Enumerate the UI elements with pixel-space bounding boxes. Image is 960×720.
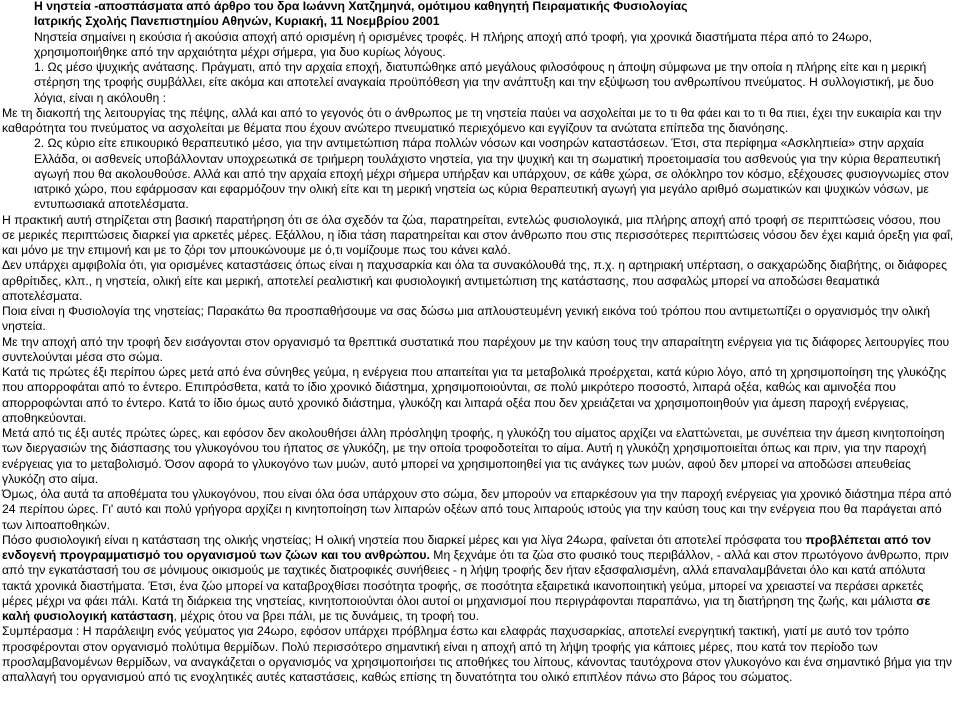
paragraph-natural-fasting — [2, 533, 956, 625]
natural-fasting-text-middle: Μη ξεχνάμε ότι τα ζώα στο φυσικό τους περιβάλλον, - αλλά και στον πρωτόγονο άνθρωπο, πριν από την εγκατάστασή του σε μόνιμους οικισμούς με ταχτικές διατροφικές συνήθειες - η λήψη τροφής δεν ήταν εξασφαλισμένη, αλλά επαναλαμβάνεται όλο και κατά απόλυτα τακτά χρονικά διαστήματα. Έτσι, ένα ζώο μπορεί να καταβροχθίσει ποσότητα τροφής, σε ποσότητα εξαιρετικά ικανοποιητική γεύμα, μπορεί να χρειαστεί να περάσει αρκετές μέρες μέχρι να φάει πάλι. Κατά τη διάρκεια της νηστείας, κινητοποιούνται όλοι αυτοί οι μηχανισμοί που περιγράφονται παραπάνω, για τη διατήρηση της ζωής, και μάλιστα — [2, 548, 949, 608]
paragraph-after-six-hours: Μετά από τις έξι αυτές πρώτες ώρες, και εφόσον δεν ακολουθήσει άλλη πρόσληψη τροφής, η γλυκόζη του αίματος αρχίζει να ελαττώνεται, με συνέπεια την άμεση κινητοποίηση των διεργασιών της διάσπασης του γλυκογόνου του ήπατος σε γλυκόζη, με την οποία τροφοδοτείται το αίμα. Αυτή η γλυκόζη χρησιμοποιείται όπως και πριν, για την παροχή ενέργειας για το μεταβολισμό. Όσον αφορά το γλυκογόνο των μυών, αυτό μπορεί να χρησιμοποιηθεί για τις ανάγκες των μυών, αφού δεν μπορεί να αποδώσει απευθείας γλυκόζη στο αίμα. — [2, 426, 945, 486]
paragraph-first-hours: Κατά τις πρώτες έξι περίπου ώρες μετά από ένα σύνηθες γεύμα, η ενέργεια που απαιτείται για τα μεταβολικά προέρχεται, κατά κύριο λόγο, από τη χρησιμοποίηση της γλυκόζης που απορροφάται από το έντερο. Επιπρόσθετα, κατά το ίδιο χρονικό διάστημα, χρησιμοποιούνται, σε πολύ μικρότερο ποσοστό, λιπαρά οξέα, καθώς και αμινοξέα που απορροφώνται από το έντερο. Κατά το ίδιο όμως αυτό χρονικό διάστημα, γλυκόζη και λιπαρά οξέα που δεν χρειάζεται να χρησιμοποιηθούν για άμεση παροχή ενέργειας, αποθηκεύονται. — [2, 365, 947, 425]
natural-fasting-emphasis-2: σε καλή φυσιολογική κατάσταση — [2, 593, 931, 623]
paragraph-therapeutic: 2. Ως κύριο είτε επικουρικό θεραπευτικό μέσο, για την αντιμετώπιση πάρα πολλών νόσων και νοσηρών καταστάσεων. Έτσι, στα περίφημα «Ασκληπιεία» στην αρχαία Ελλάδα, οι ασθενείς υποβάλλονταν υποχρεωτικά σε τριήμερη τουλάχιστο νηστεία, για την ψυχική και τη σωματική προετοιμασία του ασθενούς για την κύρια θεραπευτική αγωγή που θα ακολουθούσε. Αλλά και από την αρχαία εποχή μέχρι σήμερα υπήρξαν και υπάρχουν, σε κάθε χώρα, σε ολόκληρο τον κόσμο, εξέχουσες φυσιογνωμίες στον ιατρικό χώρο, που εφάρμοσαν και εφαρμόζουν την ολική είτε και τη μερική νηστεία ως κύρια θεραπευτική αγωγή για μεγάλο αριθμό σωματικών και ψυχικών νόσων, με εντυπωσιακά αποτελέσματα. — [34, 136, 949, 212]
paragraph-digestion: Με τη διακοπή της λειτουργίας της πέψης, αλλά και από το γεγονός ότι ο άνθρωπος με τη νηστεία παύει να ασχολείται με το τι θα φάει και το τι θα πιει, έχει την ευκαιρία και την καθαρότητα του πνεύματος να ασχολείται με θέματα που έχουν ανώτερο πνευματικό περιεχόμενο και εγγίζουν τα ανώτατα επίπεδα της διανόησης. — [2, 105, 942, 135]
paragraph-energy: Με την αποχή από την τροφή δεν εισάγονται στον οργανισμό τα θρεπτικά συστατικά που παρέχουν με την καύση τους την απαραίτητη ενέργεια για τις διάφορες λειτουργίες που συντελούνται μέσα στο σώμα. — [2, 334, 950, 364]
paragraph-glycogen-reserves: Όμως, όλα αυτά τα αποθέματα του γλυκογόνου, που είναι όλα όσα υπάρχουν στο σώμα, δεν μπορούν να επαρκέσουν για την παροχή ενέργειας για χρονικό διάστημα πέρα από 24 περίπου ώρες. Γι' αυτό και πολύ γρήγορα αρχίζει η κινητοποίηση των λιπαρών οξέων από τους λιπαρούς ιστούς για την καύση τους και την ενέργεια που θα παράγεται από των λιποαποθηκών. — [2, 487, 952, 532]
natural-fasting-text-end: , μέχρις ότου να βρει πάλι, με τις δυνάμεις, τη τροφή του. — [173, 609, 480, 623]
natural-fasting-emphasis: προβλέπεται από τον ενδογενή προγραμματισμό του οργανισμού των ζώων και του ανθρώπου. — [2, 532, 931, 562]
paragraph-animals-observation: Η πρακτική αυτή στηρίζεται στη βασική παρατήρηση ότι σε όλα σχεδόν τα ζώα, παρατηρείται, εντελώς φυσιολογικά, μια πλήρης αποχή από τροφή σε περιπτώσεις νόσου, που σε μερικές περιπτώσεις διαρκεί για αρκετές μέρες. Εξάλλου, η ίδια τάση παρατηρείται και στον άνθρωπο που στις περισσότερες περιπτώσεις νόσου δεν έχει καμιά όρεξη για φαΐ, και μόνο με την επιμονή και με το ζόρι τον μπουκώνουμε με ό,τι νομίζουμε πως του κάνει καλό. — [2, 212, 954, 257]
document-body — [2, 0, 956, 685]
paragraph-physiology-question: Ποια είναι η Φυσιολογία της νηστείας; Παρακάτω θα προσπαθήσουμε να σας δώσω μια απλουστευμένη γενική εικόνα τού τρόπου που αντιμετωπίζει ο οργανισμός την ολική νηστεία. — [2, 304, 931, 334]
document-title — [2, 0, 956, 30]
paragraph-obesity: Δεν υπάρχει αμφιβολία ότι, για ορισμένες καταστάσεις όπως είναι η παχυσαρκία και όλα τα συνακόλουθά της, π.χ. η αρτηριακή υπέρταση, ο σακχαρώδης διαβήτης, οι διάφορες αρθρίτιδες, κλπ., η νηστεία, ολική είτε και μερική, αποτελεί ρεαλιστική και φυσιολογική αντιμετώπιση της κατάστασης, που ασφαλώς μπορεί να αποδώσει θεαματικά αποτελέσματα. — [2, 258, 947, 303]
title-line-1: Η νηστεία -αποσπάσματα από άρθρο του δρα Ιωάννη Χατζημηνά, ομότιμου καθηγητή Πειραματικής Φυσιολογίας — [34, 0, 688, 13]
intro-paragraph: Νηστεία σημαίνει η εκούσια ή ακούσια αποχή από ορισμένη ή ορισμένες τροφές. Η πλήρης αποχή από τροφή, για χρονικά διαστήματα πέρα από το 24ωρο, χρησιμοποιήθηκε από την αρχαιότητα μέχρι σήμερα, για δυο κυρίως λόγους. — [34, 29, 872, 59]
title-line-2: Ιατρικής Σχολής Πανεπιστημίου Αθηνών, Κυριακή, 11 Νοεμβρίου 2001 — [34, 14, 440, 29]
paragraph-mental-uplift: 1. Ως μέσο ψυχικής ανάτασης. Πράγματι, από την αρχαία εποχή, διατυπώθηκε από μεγάλους φιλοσόφους η άποψη σύμφωνα με την οποία η πλήρης είτε και η μερική στέρηση της τροφής συμβάλλει, είτε ακόμα και αποτελεί αναγκαία προϋπόθεση για την ανάπτυξη και την εξύψωση του ανθρωπίνου πνεύματος. Η συλλογιστική, με δυο λόγια, είναι η ακόλουθη : — [34, 60, 934, 105]
paragraph-conclusion: Συμπέρασμα : Η παράλειψη ενός γεύματος για 24ωρο, εφόσον υπάρχει πρόβλημα έστω και ελαφράς παχυσαρκίας, αποτελεί ενεργητική τακτική, γιατί με αυτό τον τρόπο προσφέρονται στον οργανισμό πολύτιμα θερμίδων. Πολύ περισσότερο σημαντική είναι η αποχή από τη λήψη τροφής για κάποιες μέρες, που κατά τον περίοδο των προσλαμβανομένων θερμίδων, να αναγκάζεται ο οργανισμός να χρησιμοποιήσει τις αποθήκες του λίπους, κάνοντας ταυτόχρονα στον γλυκογόνο και ένα σημαντικό βήμα για την απαλλαγή του οργανισμού από τις ενοχλητικές αυτές καταστάσεις, καθώς επίσης τη δυνατότητα του ολικό επιπλέον πάνω στο βάρος του σώματος. — [2, 624, 953, 684]
natural-fasting-text-start: Πόσο φυσιολογική είναι η κατάσταση της ολικής νηστείας; Η ολική νηστεία που διαρκεί μέρες και για λίγα 24ωρα, φαίνεται ότι αποτελεί πρόσφατα του — [2, 532, 806, 547]
